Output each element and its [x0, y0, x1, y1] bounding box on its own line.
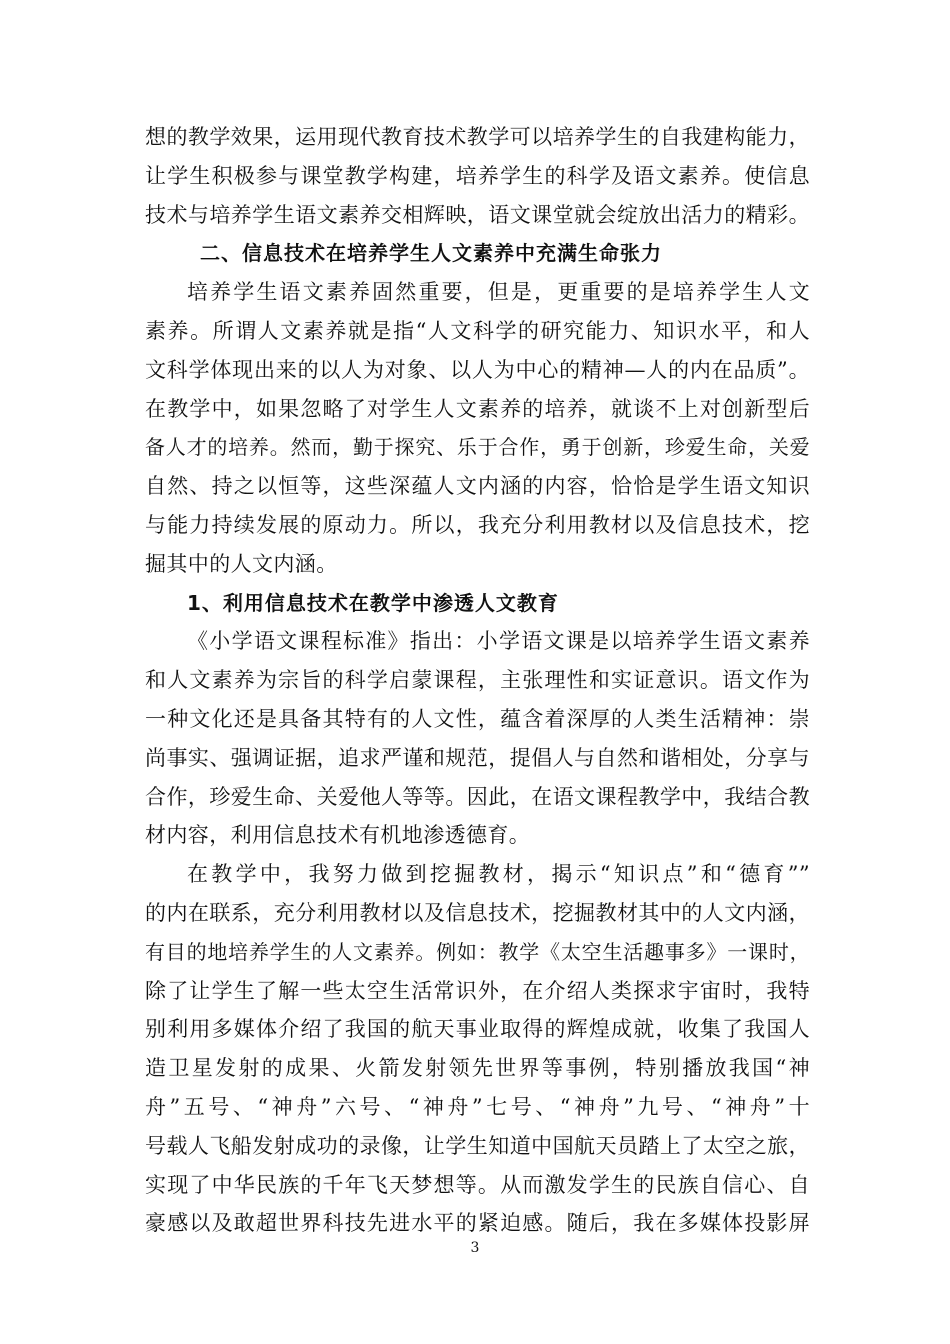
- paragraph-line: 一种文化还是具备其特有的人文性，蕴含着深厚的人类生活精神：崇: [145, 706, 810, 731]
- paragraph-line: 尚事实、强调证据，追求严谨和规范，提倡人与自然和谐相处，分享与: [145, 745, 810, 770]
- paragraph-line: 有目的地培养学生的人文素养。例如：教学《太空生活趣事多》一课时，: [145, 939, 810, 964]
- subsection-heading: 1、利用信息技术在教学中渗透人文教育: [187, 590, 559, 615]
- paragraph-line: 号载人飞船发射成功的录像，让学生知道中国航天员踏上了太空之旅，: [145, 1133, 810, 1158]
- paragraph-line: 培养学生语文素养固然重要，但是，更重要的是培养学生人文: [187, 280, 810, 305]
- paragraph-line: 《小学语文课程标准》指出：小学语文课是以培养学生语文素养: [187, 629, 810, 654]
- section-heading: 二、信息技术在培养学生人文素养中充满生命张力: [200, 241, 662, 266]
- paragraph-line: 和人文素养为宗旨的科学启蒙课程，主张理性和实证意识。语文作为: [145, 668, 810, 693]
- paragraph-line: 在教学中，如果忽略了对学生人文素养的培养，就谈不上对创新型后: [145, 396, 810, 421]
- paragraph-line: 的内在联系，充分利用教材以及信息技术，挖掘教材其中的人文内涵，: [145, 900, 810, 925]
- paragraph-line: 实现了中华民族的千年飞天梦想等。从而激发学生的民族自信心、自: [145, 1172, 810, 1197]
- page-number: 3: [470, 1240, 480, 1256]
- paragraph-line: 合作，珍爱生命、关爱他人等等。因此，在语文课程教学中，我结合教: [145, 784, 810, 809]
- paragraph-line: 文科学体现出来的以人为对象、以人为中心的精神—人的内在品质”。: [145, 357, 810, 382]
- paragraph-line: 在教学中，我努力做到挖掘教材，揭示“知识点”和“德育””: [187, 862, 810, 887]
- paragraph-line: 想的教学效果，运用现代教育技术教学可以培养学生的自我建构能力，: [145, 125, 810, 149]
- paragraph-line: 造卫星发射的成果、火箭发射领先世界等事例，特别播放我国“神: [145, 1056, 810, 1081]
- paragraph-line: 舟”五号、“神舟”六号、“神舟”七号、“神舟”九号、“神舟”十: [145, 1094, 810, 1119]
- paragraph-line: 除了让学生了解一些太空生活常识外，在介绍人类探求宇宙时，我特: [145, 978, 810, 1003]
- paragraph-line: 素养。所谓人文素养就是指“人文科学的研究能力、知识水平，和人: [145, 318, 810, 343]
- paragraph-line: 豪感以及敢超世界科技先进水平的紧迫感。随后，我在多媒体投影屏: [145, 1211, 810, 1236]
- paragraph-line: 掘其中的人文内涵。: [145, 551, 338, 576]
- paragraph-line: 与能力持续发展的原动力。所以，我充分利用教材以及信息技术，挖: [145, 512, 810, 537]
- paragraph-line: 材内容，利用信息技术有机地渗透德育。: [145, 823, 531, 848]
- paragraph-line: 备人才的培养。然而，勤于探究、乐于合作，勇于创新，珍爱生命，关爱: [145, 435, 810, 460]
- paragraph-line: 让学生积极参与课堂教学构建，培养学生的科学及语文素养。使信息: [145, 163, 810, 188]
- paragraph-line: 别利用多媒体介绍了我国的航天事业取得的辉煌成就，收集了我国人: [145, 1017, 810, 1042]
- paragraph-line: 自然、持之以恒等，这些深蕴人文内涵的内容，恰恰是学生语文知识: [145, 474, 810, 499]
- document-body: [145, 118, 810, 1243]
- paragraph-line: 技术与培养学生语文素养交相辉映，语文课堂就会绽放出活力的精彩。: [145, 202, 810, 227]
